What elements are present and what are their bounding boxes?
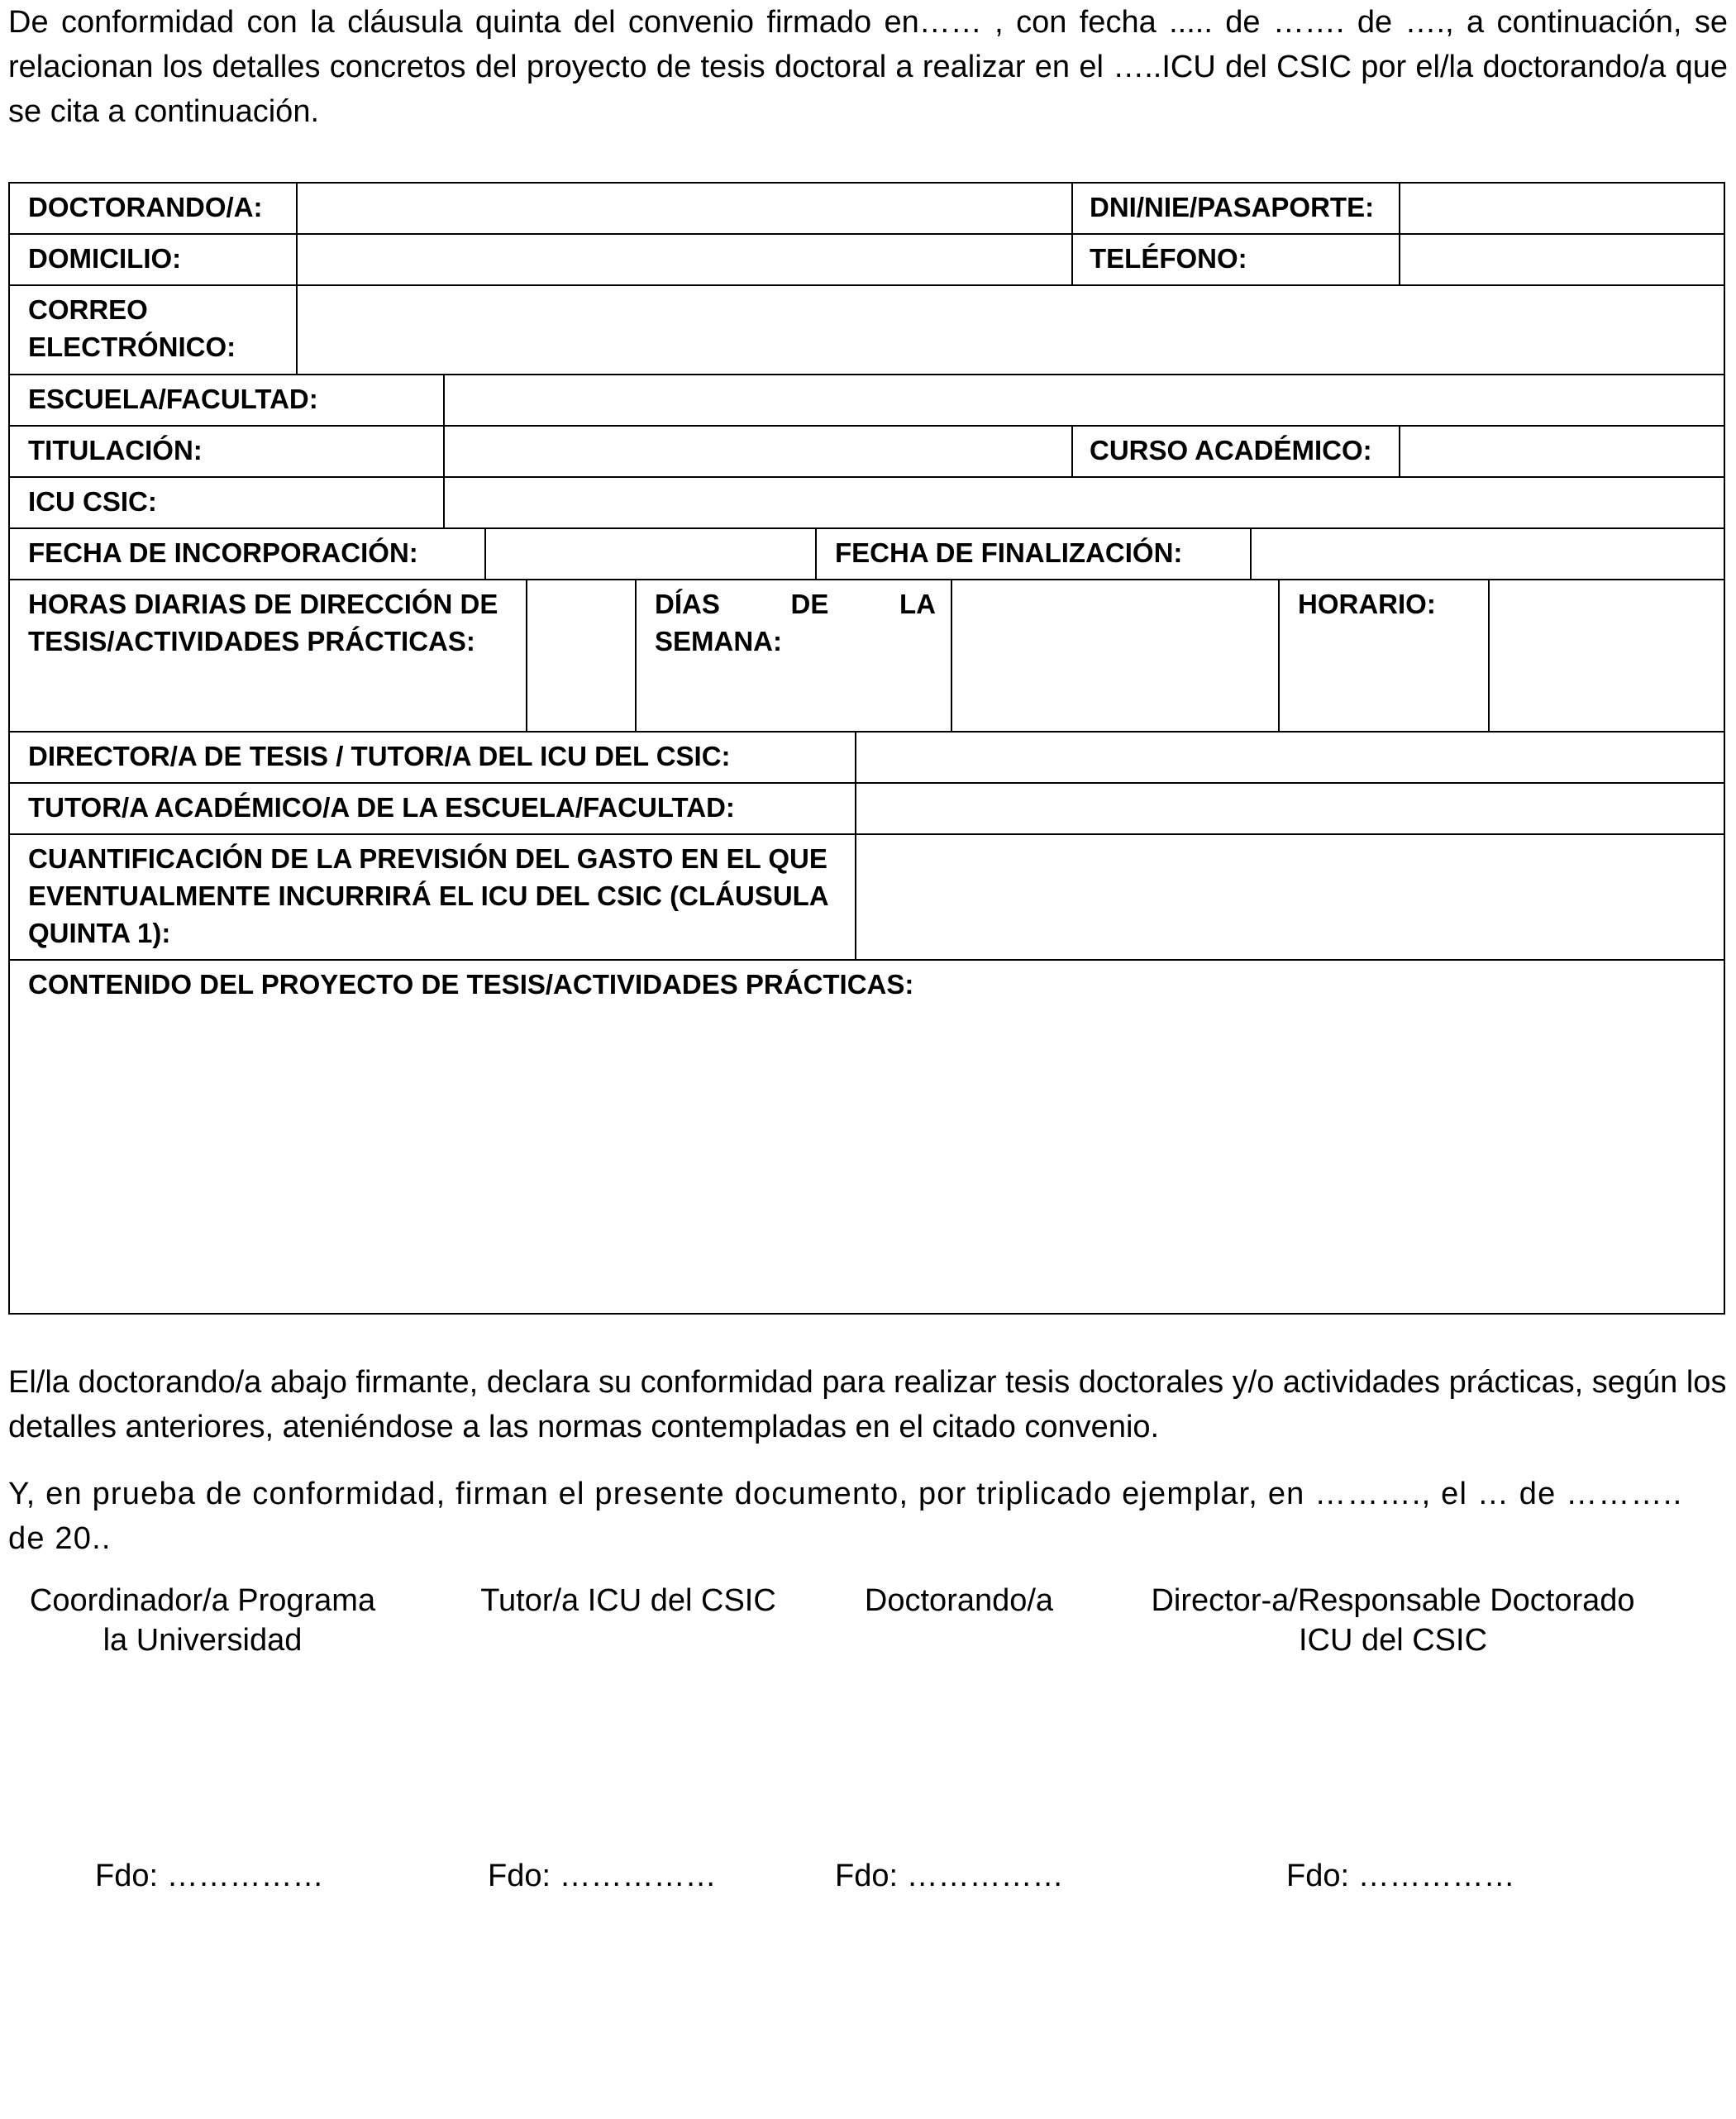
correo-label: CORREO ELECTRÓNICO: [28, 294, 236, 362]
row-line [8, 959, 1725, 961]
declaracion-paragraph: El/la doctorando/a abajo firmante, declara su conformidad para realizar tesis doctorales y/o actividades prácticas, según los detalles anteriores, ateniéndose a las normas contempladas en el citado convenio. [8, 1365, 1727, 1444]
col-line [815, 527, 817, 579]
col-line [1278, 579, 1280, 731]
dias-field[interactable] [952, 580, 1278, 731]
firma-coordinador-title [8, 1581, 397, 1660]
titulacion-label: TITULACIÓN: [28, 435, 203, 465]
firma-coordinador-line1: Coordinador/a Programa [29, 1583, 376, 1618]
correo-field[interactable] [298, 286, 1724, 374]
contenido-field[interactable] [10, 1009, 1724, 1313]
director-field[interactable] [856, 733, 1724, 782]
doctorando-field[interactable] [298, 184, 1071, 233]
telefono-label: TELÉFONO: [1090, 243, 1247, 274]
tutor-academico-label: TUTOR/A ACADÉMICO/A DE LA ESCUELA/FACULTAD: [28, 792, 735, 823]
horario-label: HORARIO: [1298, 589, 1436, 619]
director-label: DIRECTOR/A DE TESIS / TUTOR/A DEL ICU DEL CSIC: [28, 741, 731, 771]
fecha-finalizacion-field[interactable] [1252, 529, 1724, 579]
contenido-label: CONTENIDO DEL PROYECTO DE TESIS/ACTIVIDADES PRÁCTICAS: [28, 969, 914, 1000]
col-line [1071, 182, 1073, 284]
border-bottom [8, 1313, 1725, 1315]
col-line [635, 579, 637, 731]
escuela-label: ESCUELA/FACULTAD: [28, 384, 318, 414]
titulacion-field[interactable] [445, 427, 1071, 476]
horario-field[interactable] [1490, 580, 1724, 731]
firma-tutor-line1: Tutor/a ICU del CSIC [480, 1583, 776, 1618]
dni-field[interactable] [1400, 184, 1724, 233]
dias-label: DÍAS DE LA SEMANA: [655, 589, 936, 656]
horas-field[interactable] [527, 580, 635, 731]
col-line [1071, 425, 1073, 476]
firma-director-title [1124, 1581, 1662, 1660]
firma-tutor-title [463, 1581, 794, 1620]
dni-label: DNI/NIE/PASAPORTE: [1090, 192, 1375, 222]
telefono-field[interactable] [1400, 235, 1724, 284]
curso-label: CURSO ACADÉMICO: [1090, 435, 1372, 465]
icu-label: ICU CSIC: [28, 486, 157, 517]
intro-paragraph: De conformidad con la cláusula quinta del convenio firmado en…… , con fecha ..... de ……. de …., a continuación, se relacionan los detalles concretos del proyecto de tesis doctoral a realizar en el …..ICU del CSIC por el/la doctorando/a que se cita a continuación. [8, 5, 1728, 129]
doctorando-form [8, 182, 1725, 1315]
firma-coordinador-line2: la Universidad [103, 1623, 303, 1658]
escuela-field[interactable] [445, 375, 1724, 425]
cuantificacion-label: CUANTIFICACIÓN DE LA PREVISIÓN DEL GASTO EN EL QUE EVENTUALMENTE INCURRIRÁ EL ICU DEL CSIC (CLÁUSULA QUINTA 1): [28, 843, 828, 948]
prueba-paragraph: Y, en prueba de conformidad, firman el presente documento, por triplicado ejemplar, en ………., el … de ……….. de 20.. [8, 1477, 1683, 1556]
row-line [8, 579, 1725, 580]
firma-director-line2: ICU del CSIC [1298, 1623, 1488, 1658]
fecha-incorporacion-label: FECHA DE INCORPORACIÓN: [28, 537, 418, 568]
domicilio-label: DOMICILIO: [28, 243, 182, 274]
border-right [1724, 182, 1725, 1315]
firma-doctorando-line1: Doctorando/a [864, 1583, 1054, 1618]
firma-director-line1: Director-a/Responsable Doctorado [1151, 1583, 1635, 1618]
cuantificacion-field[interactable] [856, 835, 1724, 959]
horas-label: HORAS DIARIAS DE DIRECCIÓN DE TESIS/ACTIVIDADES PRÁCTICAS: [28, 589, 498, 656]
fdo-tutor[interactable]: Fdo: …………… [488, 1859, 717, 1893]
firma-doctorando-title [851, 1581, 1066, 1620]
curso-field[interactable] [1400, 427, 1724, 476]
fdo-doctorando[interactable]: Fdo: …………… [835, 1859, 1064, 1893]
icu-field[interactable] [445, 478, 1724, 527]
fecha-finalizacion-label: FECHA DE FINALIZACIÓN: [835, 537, 1183, 568]
tutor-academico-field[interactable] [856, 784, 1724, 833]
fecha-incorporacion-field[interactable] [486, 529, 815, 579]
fdo-director[interactable]: Fdo: …………… [1286, 1859, 1515, 1893]
doctorando-label: DOCTORANDO/A: [28, 192, 263, 222]
fdo-coordinador[interactable]: Fdo: …………… [95, 1859, 324, 1893]
domicilio-field[interactable] [298, 235, 1071, 284]
